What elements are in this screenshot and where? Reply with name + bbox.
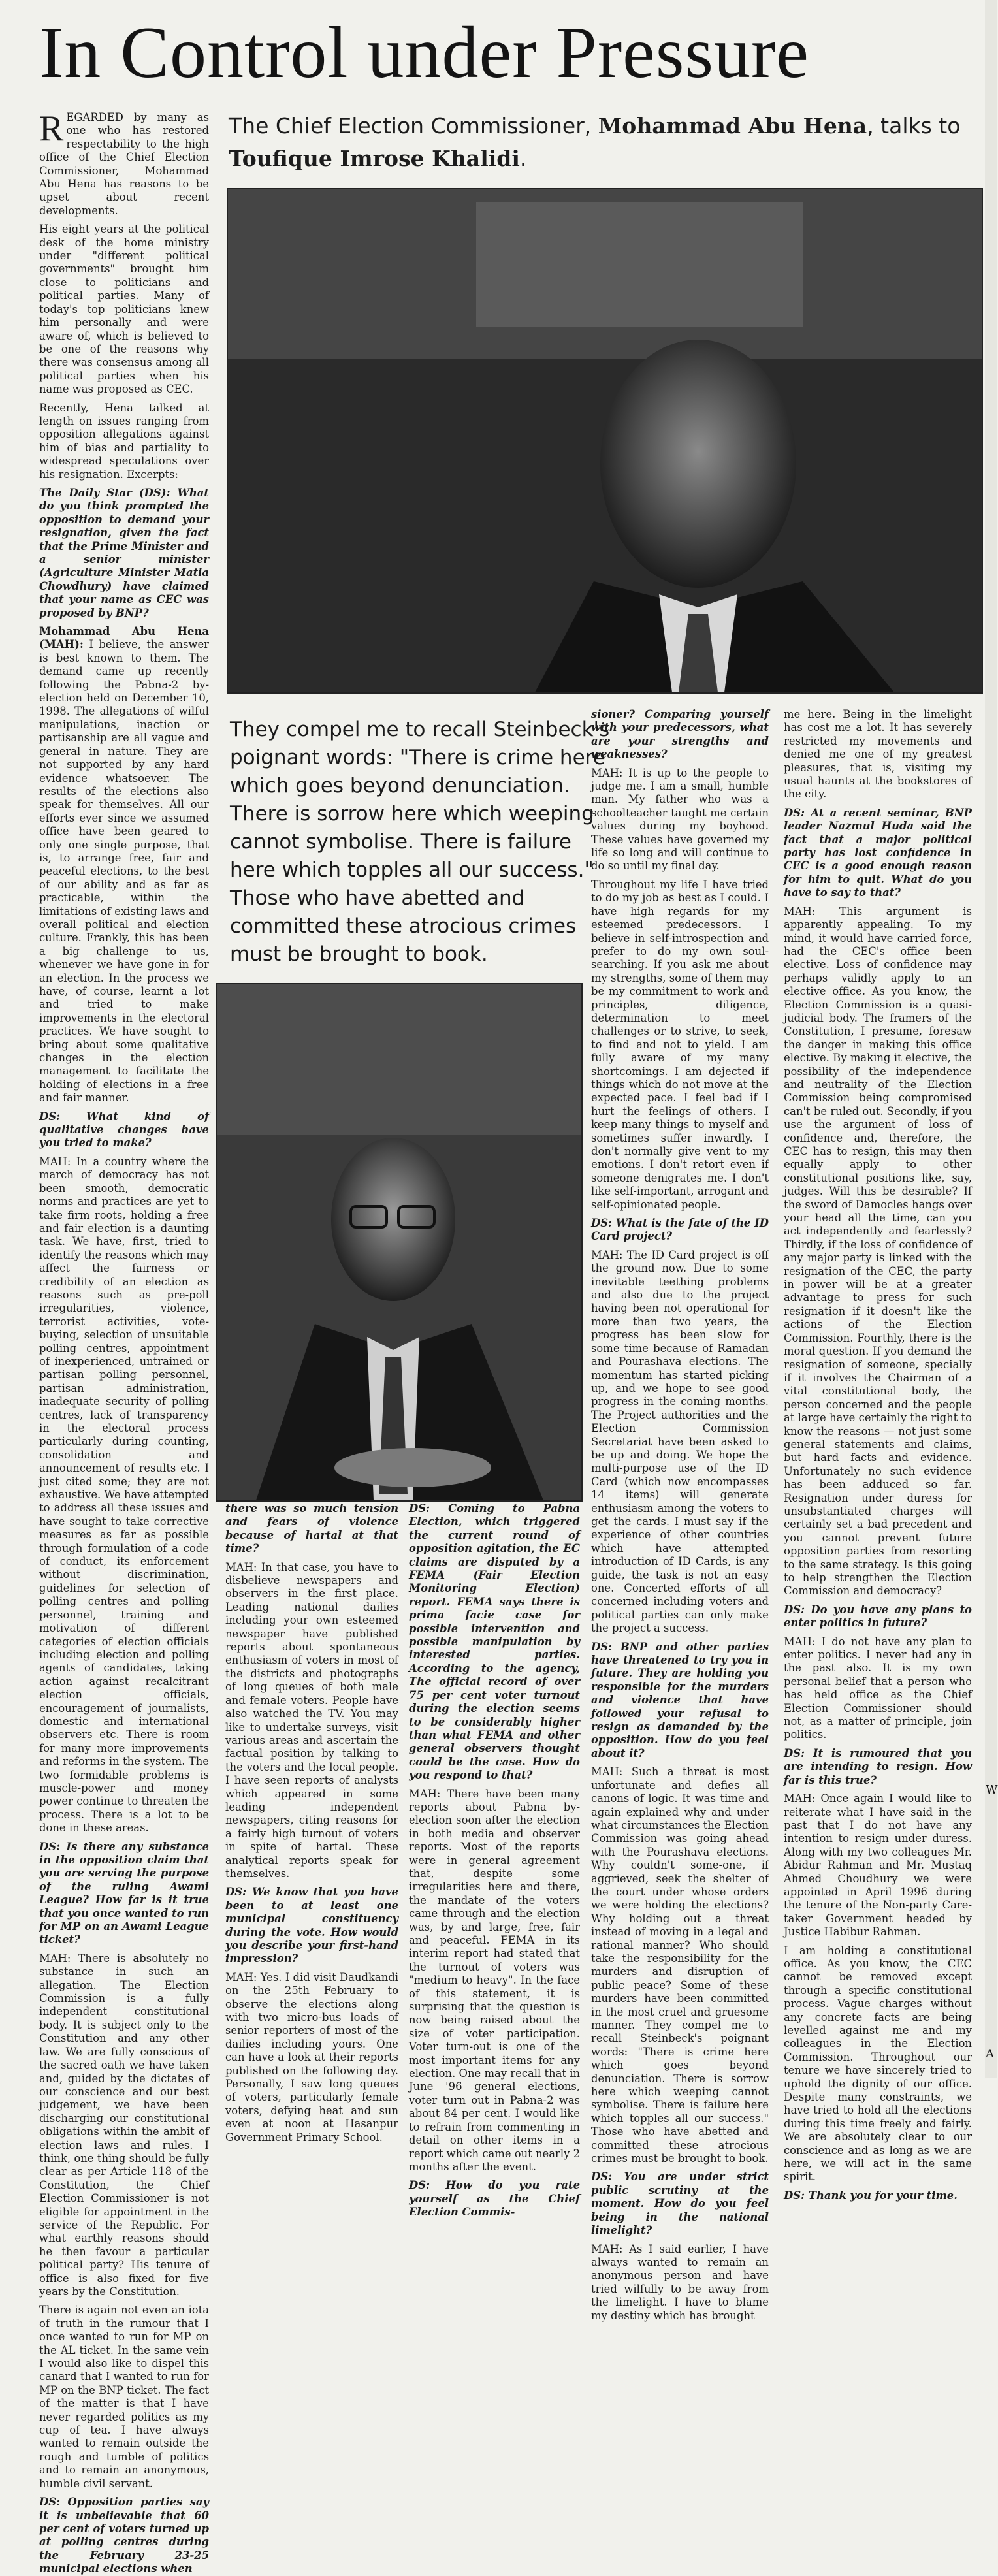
answer: MAH: Yes. I did visit Daudkandi on the 25th February to observe the elections along with two micro-bus loads of senior reporters of most of the dailies including yours. One can have a look at their reports published on the following day. Personally, I saw long queues of voters, particularly female voters, defying heat and sun even at noon at Hasanpur Government Primary School. — [225, 1971, 398, 2144]
answer: MAH: I do not have any plan to enter politics. I never had any in the past also. It is my own personal belief that a person who has held office as the Chief Election Commissioner should not, as a matter of principle, join politics. — [784, 1635, 972, 1741]
answer: me here. Being in the limelight has cost me a lot. It has severely restricted my movements and denied me one of my greatest pleasures, that is, visiting my usual haunts at the bookstores of the city. — [784, 708, 972, 801]
question: DS: Do you have any plans to enter politics in future? — [784, 1603, 972, 1630]
deck — [229, 110, 980, 175]
answer: MAH: The ID Card project is off the ground now. Due to some inevitable teething problems and also due to the project having been not operational for more than two years, the progress has been slow for some time because of Ramadan and Pourashava elections. The momentum has started picking up, and we hope to see good progress in the coming months. The Project authorities and the Election Commission Secretariat have been asked to be up and doing. We hope the multi-purpose use of the ID Card (which now encompasses 14 items) will generate enthusiasm among the voters to get the cards. I must say if the experience of other countries which have attempted introduction of ID Cards, is any guide, the task is not an easy one. Concerted efforts of all concerned including voters and political parties can only make the project a success. — [591, 1248, 769, 1635]
answer: MAH: There have been many reports about Pabna by-election soon after the election in both media and observer reports. Most of the reports were in general agreement that, despite some irregularities here and there, the mandate of the voters came through and the election was, by and large, free, fair and peaceful. FEMA in its interim report had stated that the turnout of voters was "medium to heavy". In the face of this statement, it is surprising that the question is now being raised about the size of voter participation. Voter turn-out is one of the most important items for any election. One may recall that in June '96 general elections, voter turn out in Pabna-2 was about 84 per cent. I would like to refrain from commenting in detail on other items in a report which came out nearly 2 months after the event. — [409, 1787, 580, 2173]
answer: MAH: Once again I would like to reiterate what I have said in the past that I do not have any intention to resign under duress. Along with my two colleagues Mr. Abidur Rahman and Mr. Mustaq Ahmed Choudhury we were appointed in April 1996 during the tenure of the Non-party Care-taker Government headed by Justice Habibur Rahman. — [784, 1792, 972, 1939]
question: DS: You are under strict public scrutiny at the moment. How do you feel being in the national limelight? — [591, 2170, 769, 2237]
answer: MAH: This argument is apparently appealing. To my mind, it would have carried force, had the CEC's office been elective. Loss of confidence may perhaps validly apply to an elective office. As you know, the Election Commission is a quasi-judicial body. The framers of the Constitution, I presume, foresaw the danger in making this office elective. By making it elective, the possibility of the independence and neutrality of the Election Commission being compromised can't be ruled out. Secondly, if you use the argument of loss of confidence and, therefore, the CEC has to resign, this may then equally apply to other constitutional positions like, say, judges. Will this be desirable? If the sword of Damocles hangs over your head all the time, can you act independently and fearlessly? Thirdly, if the loss of confidence of any major party is linked with the resignation of the CEC, the party in power will be at a greater advantage to press for such resignation if it doesn't like the actions of the Election Commission. Fourthly, there is the moral question. If you demand the resignation of someone, specially if it involves the Chairman of a vital constitutional body, the person concerned and the people at large have certainly the right to know the reasons — not just some general statements and claims, but hard facts and evidence. Unfortunately no such evidence has been adduced so far. Resignation under duress for unsubstantiated charges will certainly set a bad precedent and you cannot prevent future opposition parties from resorting to the same strategy. Is this going to help strengthen the Election Commission and democracy? — [784, 905, 972, 1598]
deck-mid: , talks to — [867, 113, 961, 138]
column-3-bottom — [409, 1502, 580, 2219]
question: DS: What kind of qualitative changes have you tried to make? — [39, 1110, 209, 1150]
question: DS: It is rumoured that you are intending to resign. How far is this true? — [784, 1747, 972, 1786]
question: DS: What is the fate of the ID Card project? — [591, 1217, 769, 1243]
answer: Mohammad Abu Hena (MAH): I believe, the answer is best known to them. The demand came up recently following the Pabna-2 by-election held on December 10, 1998. The allegations of wilful manipulations, inaction or partisanship are all vague and general in nature. They are not supported by any hard evidence whatsoever. The results of the elections also speak for themselves. All our efforts ever since we assumed office have been geared to only one single purpose, that is, to arrange free, fair and peaceful elections, to the best of our ability and as far as practicable, within the limitations of existing laws and overall political and election culture. Frankly, this has been a big challenge to us, whenever we have gone in for an election. In the process we have, of course, learnt a lot and tried to make improvements in the electoral practices. We have sought to bring about some qualitative changes in the election management to facilitate the holding of elections in a free and fair manner. — [39, 625, 209, 1104]
margin-letter: W — [986, 1783, 998, 1797]
question: DS: Is there any substance in the opposition claim that you are serving the purpose of the ruling Awami League? How far is it true that you once wanted to run for MP on an Awami League ticket? — [39, 1840, 209, 1946]
pull-quote: They compel me to recall Steinbeck's poignant words: "There is crime here which goes beyond denunciation. There is sorrow here which weeping cannot symbolise. There is failure here which topples all our success." Those who have abetted and committed these atrocious crimes must be brought to book. — [230, 718, 610, 966]
deck-name: Mohammad Abu Hena — [598, 113, 867, 138]
paragraph: His eight years at the political desk of the home ministry under "different political governments" brought him close to politicians and political parties. Many of today's top politicians knew him personally and were aware of, which is believed to be one of the reasons why there was consensus among all political parties when his name was proposed as CEC. — [39, 223, 209, 396]
question: DS: We know that you have been to at least one municipal constituency during the vote. How would you describe your first-hand impression? — [225, 1886, 398, 1965]
answer: Throughout my life I have tried to do my job as best as I could. I have high regards for my esteemed predecessors. I believe in self-introspection and prefer to do my own soul-searching. If you ask me about my strengths, some of them may be my commitment to work and principles, diligence, determination to meet challenges or to strive, to seek, to find and not to yield. I am fully aware of my many shortcomings. I am dejected if things which do not move at the expected pace. I feel bad if I hurt the feelings of others. I keep many things to myself and sometimes suffer inwardly. I don't normally give vent to my emotions. I don't retort even if someone denigrates me. I don't like self-important, arrogant and self-opinionated people. — [591, 878, 769, 1211]
question: DS: At a recent seminar, BNP leader Nazmul Huda said the fact that a major political party has lost confidence in CEC is a good enough reason for him to quit. What do you have to say to that? — [784, 806, 972, 899]
question: The Daily Star (DS): What do you think prompted the opposition to demand your resignation, given the fact that the Prime Minister and a senior minister (Agriculture Minister Matia Chowdhury) have claimed that your name as CEC was proposed by BNP? — [39, 486, 209, 619]
intro-paragraph: REGARDED by many as one who has restored respectability to the high office of the Chief Election Commissioner, Mohammad Abu Hena has reasons to be upset about recent developments. — [39, 108, 209, 217]
question: DS: Thank you for your time. — [784, 2189, 958, 2202]
answer: MAH: It is up to the people to judge me. I am a small, humble man. My father who was a schoolteacher taught me certain values during my boyhood. These values have governed my life so long and will continue to do so until my final day. — [591, 766, 769, 873]
answer: I am holding a constitutional office. As you know, the CEC cannot be removed except through a specific constitutional process. Vague charges without any concrete facts are being levelled against me and my colleagues in the Election Commission. Throughout our tenure we have sincerely tried to uphold the dignity of our office. Despite many constraints, we have tried to hold all the elections during this time freely and fairly. We are absolutely clear to our conscience and as long as we are here, we will act in the same spirit. — [784, 1944, 972, 2183]
question: there was so much tension and fears of violence because of hartal at that time? — [225, 1502, 398, 1555]
answer: MAH: Such a threat is most unfortunate and defies all canons of logic. It was time and again explained why and under what circumstances the Election Commission was going ahead with the Pourashava elections. Why couldn't some-one, if aggrieved, seek the shelter of the court under whose orders we were holding the elections? Why holding out a threat instead of moving in a legal and rational manner? Who should take the responsibility for the murders and disruption of public peace? Some of these murders have been committed in the most cruel and gruesome manner. They compel me to recall Steinbeck's poignant words: "There is crime here which goes beyond denunciation. There is sorrow here which weeping cannot symbolise. There is failure here which topples all our success." Those who have abetted and committed these atrocious crimes must be brought to book. — [591, 1765, 769, 2165]
paragraph: Recently, Hena talked at length on issues ranging from opposition allegations against him of bias and partiality to widespread speculations over his resignation. Excerpts: — [39, 401, 209, 481]
headline: In Control under Pressure — [39, 12, 810, 93]
question: DS: How do you rate yourself as the Chief Election Commis- — [409, 2179, 580, 2219]
question: DS: Coming to Pabna Election, which triggered the current round of opposition agitation, the EC claims are disputed by a FEMA (Fair Election Monitoring Election) report. FEMA says there is prima facie case for possible intervention and possible manipulation by interested parties. According to the agency, The official record of over 75 per cent voter turnout during the election seems to be considerably higher than what FEMA and other general observers thought could be the case. How do you respond to that? — [409, 1502, 580, 1782]
deck-end: . — [519, 146, 527, 171]
photo-hena-smiling — [227, 188, 983, 694]
deck-author: Toufique Imrose Khalidi — [229, 146, 520, 171]
answer: MAH: In a country where the march of democracy has not been smooth, democratic norms and practices are yet to take firm roots, holding a free and fair election is a daunting task. We have, first, tried to identify the reasons which may affect the fairness or credibility of an election as reasons such as pre-poll irregularities, violence, terrorist activities, vote-buying, selection of unsuitable polling centres, appointment of inexperienced, untrained or partisan polling personnel, partisan administration, inadequate security of polling centres, lack of transparency in the electoral process particularly during counting, consolidation and announcement of results etc. I just cited some; they are not exhaustive. We have attempted to address all these issues and have sought to take corrective measures as far as possible through formulation of a code of conduct, its enforcement without discrimination, guidelines for selection of polling centres and polling personnel, training and motivation of different categories of election officials including election and polling agents of candidates, taking action against recalcitrant election officials, encouragement of journalists, domestic and international observers etc. There is room for many more improvements and reforms in the system. The two formidable problems is muscle-power and money power continue to threaten the process. There is a lot to be done in these areas. — [39, 1155, 209, 1835]
column-2-bottom — [225, 1502, 398, 2144]
photo-hena-glasses — [216, 983, 583, 1502]
column-1 — [39, 108, 209, 2575]
answer: MAH: As I said earlier, I have always wanted to remain an anonymous person and have tried wilfully to be away from the limelight. I have to blame my destiny which has brought — [591, 2242, 769, 2322]
answer: MAH: There is absolutely no substance in such an allegation. The Election Commission is a fully independent constitutional body. It is subject only to the Constitution and any other law. We are fully conscious of the sacred oath we have taken and, guided by the dictates of our conscience and our best judgement, we have been discharging our constitutional obligations within the ambit of election laws and rules. I think, one thing should be fully clear as per Article 118 of the Constitution, the Chief Election Commissioner is not eligible for appointment in the service of the Republic. For what earthly reasons should he then favour a particular political party? His tenure of office is also fixed for five years by the Constitution. — [39, 1952, 209, 2298]
margin-letter: A — [986, 2047, 994, 2061]
question: sioner? Comparing yourself with your predecessors, what are your strengths and weaknesses? — [591, 708, 769, 761]
answer: There is again not even an iota of truth in the rumour that I once wanted to run for MP on the AL ticket. In the same vein I would also like to dispel this canard that I wanted to run for MP on the BNP ticket. The fact of the matter is that I have never regarded politics as my cup of tea. I have always wanted to remain outside the rough and tumble of politics and to remain an anonymous, humble civil servant. — [39, 2304, 209, 2490]
margin-letters — [986, 0, 996, 2078]
answer: MAH: In that case, you have to disbelieve newspapers and observers in the first place. Leading national dailies including your own esteemed newspaper have published reports about spontaneous enthusiasm of voters in most of the districts and photographs of long queues of both male and female voters. People have also watched the TV. You may like to undertake surveys, visit various areas and ascertain the factual position by talking to the voters and the local people. I have seen reports of analysts which appeared in some leading independent newspapers, citing reasons for a fairly high turnout of voters in spite of hartal. These analytical reports speak for themselves. — [225, 1560, 398, 1880]
drop-cap: R — [39, 108, 64, 149]
column-4 — [591, 708, 769, 2322]
question: DS: Opposition parties say it is unbelievable that 60 per cent of voters turned up at polling centres during the February 23-25 municipal elections when — [39, 2496, 209, 2575]
question: DS: BNP and other parties have threatened to try you in future. They are holding you responsible for the murders and violence that have followed your refusal to resign as demanded by the opposition. How do you feel about it? — [591, 1640, 769, 1760]
deck-pre: The Chief Election Commissioner, — [229, 113, 598, 138]
column-5 — [784, 708, 972, 2202]
